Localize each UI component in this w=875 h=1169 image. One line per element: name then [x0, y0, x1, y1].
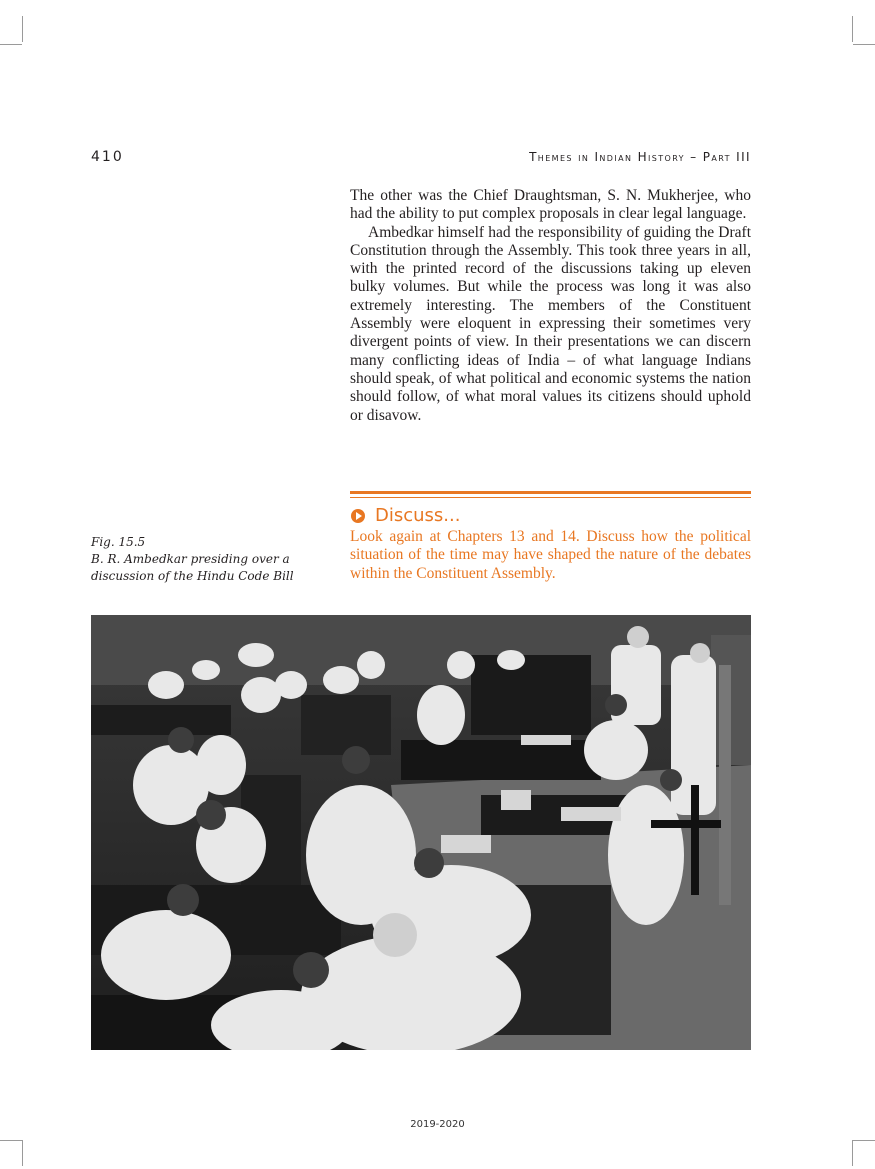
discuss-heading — [351, 505, 460, 526]
caption-line: discussion of the Hindu Code Bill — [91, 569, 294, 583]
caption-line: B. R. Ambedkar presiding over a — [91, 552, 290, 566]
body-text — [350, 187, 751, 425]
discuss-text: Look again at Chapters 13 and 14. Discuss how the political situation of the time may have shaped the nature of the debates within the Constituent Assembly. — [350, 528, 751, 582]
page-number: 410 — [91, 149, 124, 165]
crop-mark — [852, 1140, 853, 1166]
figure-caption — [91, 534, 321, 585]
crop-mark — [853, 44, 875, 45]
assembly-photo-illustration — [91, 615, 751, 1050]
discuss-rule — [350, 497, 751, 498]
assembly-photo — [91, 615, 751, 1050]
crop-mark — [22, 16, 23, 42]
discuss-rule — [350, 491, 751, 494]
crop-mark — [0, 44, 22, 45]
crop-mark — [853, 1140, 875, 1141]
discuss-heading-label: Discuss... — [375, 505, 461, 526]
crop-mark — [22, 1140, 23, 1166]
running-head: Themes in Indian History – Part III — [529, 150, 751, 164]
paragraph: Ambedkar himself had the responsibility of guiding the Draft Constitution through the Assembly. This took three years in all, with the printed record of the discussions taking up eleven bulky volumes. But while the process was long it was also extremely interesting. The members of the Constituent Assembly were eloquent in expressing their sometimes very divergent points of view. In their presentations we can discern many conflicting ideas of India – of what language Indians should speak, of what political and economic systems the nation should follow, of what moral values its citizens should uphold or disavow. — [350, 223, 751, 424]
footer-year: 2019-2020 — [410, 1119, 465, 1130]
paragraph: The other was the Chief Draughtsman, S. N. Mukherjee, who had the ability to put complex proposals in clear legal language. — [350, 187, 751, 223]
figure-label: Fig. 15.5 — [91, 535, 146, 549]
crop-mark — [852, 16, 853, 42]
crop-mark — [0, 1140, 22, 1141]
arrow-bullet-icon — [351, 509, 365, 523]
